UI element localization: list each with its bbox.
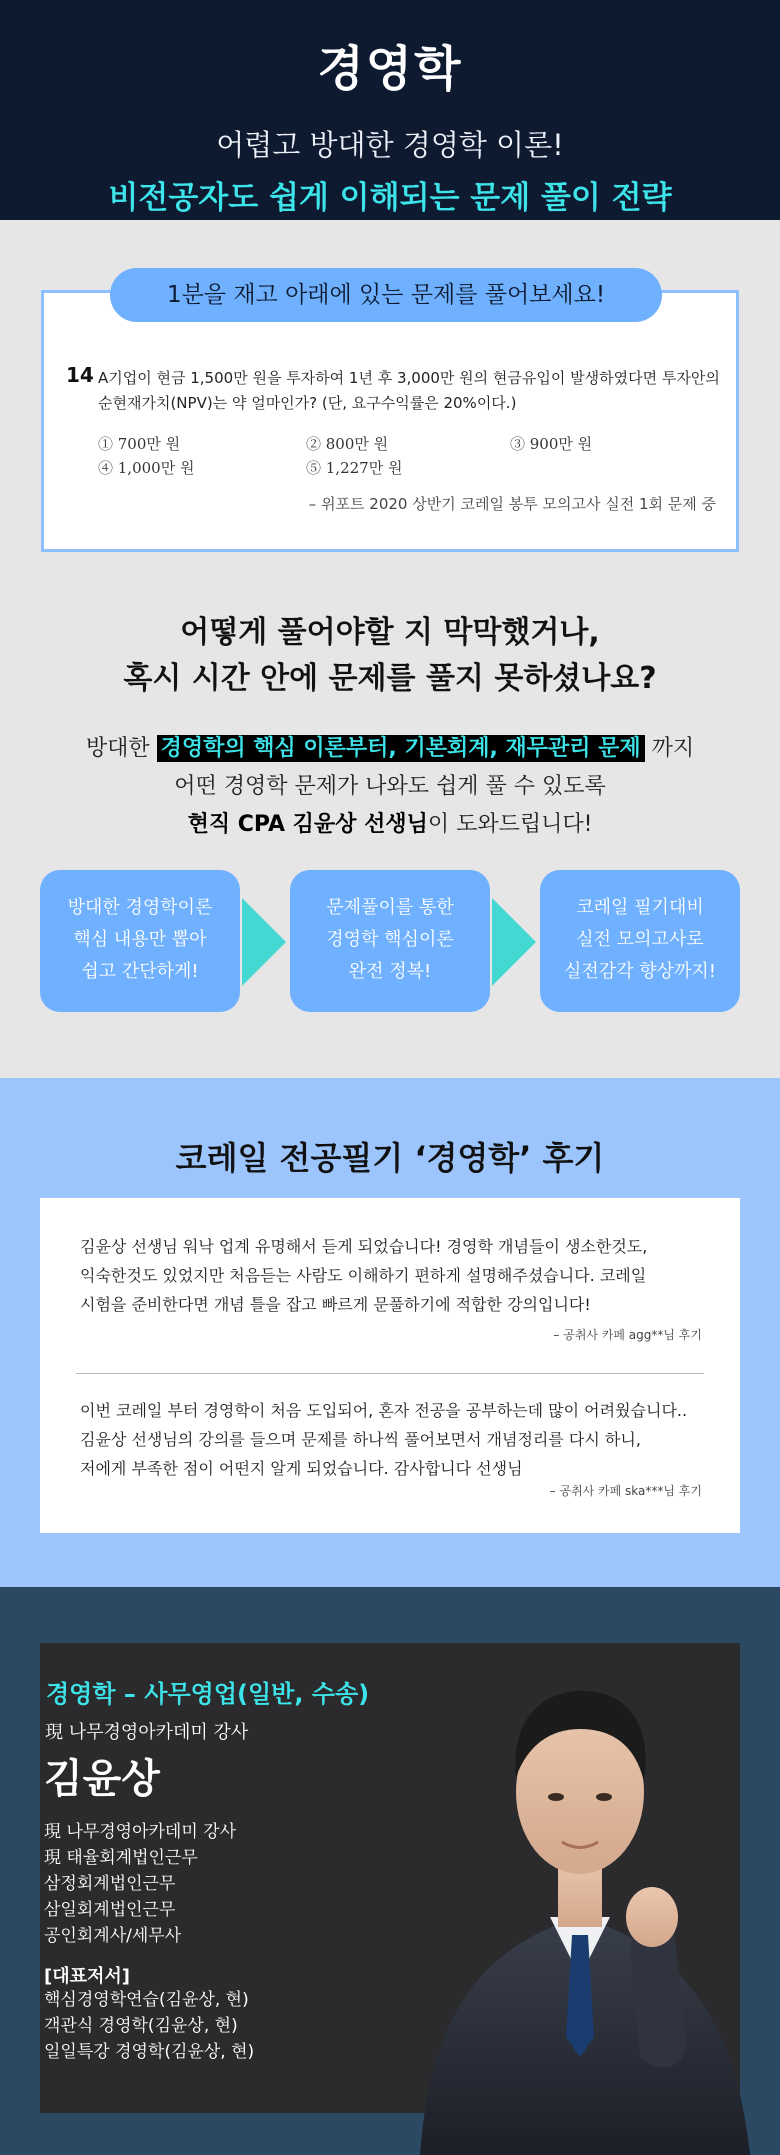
step-2-line-2: 경영학 핵심이론 [326,929,454,950]
step-3-line-3: 실전감각 향상까지! [563,961,717,982]
books-list [44,1987,254,2065]
question-text: A기업이 현금 1,500만 원을 투자하여 1년 후 3,000만 원의 현금유입이 발생하였다면 투자안의 순현재가치(NPV)는 약 얼마인가? (단, 요구수익률은 20%이다.) [98,369,720,412]
step-card-1 [40,870,240,1012]
book-item: 일일특강 경영학(김윤상, 현) [44,2042,255,2062]
step-3-line-2: 실전 모의고사로 [576,929,704,950]
teacher-name: 현직 CPA 김윤상 선생님 [187,812,428,837]
review-2-line-2: 김윤상 선생님의 강의를 들으며 문제를 하나씩 풀어보면서 개념정리를 다시 하니, [80,1430,641,1449]
question-heading [0,610,780,702]
question-source: – 위포트 2020 상반기 코레일 봉투 모의고사 실전 1회 문제 중 [308,495,716,513]
review-1-text [80,1232,705,1319]
step-1-line-1: 방대한 경영학이론 [67,897,213,918]
career-item: 現 태율회계법인근무 [44,1848,198,1868]
description-line3 [0,806,780,844]
hero-highlight: 비전공자도 쉽게 이해되는 문제 풀이 전략 [108,180,672,216]
description-highlight: 경영학의 핵심 이론부터, 기본회계, 재무관리 문제 [157,735,645,762]
quiz-banner: 1분을 재고 아래에 있는 문제를 풀어보세요! [110,268,662,322]
step-2-line-1: 문제풀이를 통한 [326,897,454,918]
step-1-line-2: 핵심 내용만 뽑아 [73,929,207,950]
course-name: 경영학 – 사무영업(일반, 수송) [46,1680,370,1708]
review-2-line-3: 저에게 부족한 점이 어떤지 알게 되었습니다. 감사합니다 선생님 [80,1459,523,1478]
hero-subtitle: 어렵고 방대한 경영학 이론! [216,128,564,162]
question-number: 14 [66,363,94,387]
review-1-line-1: 김윤상 선생님 워낙 업계 유명해서 듣게 되었습니다! 경영학 개념들이 생소한것도, [80,1237,648,1256]
option-4: ④ 1,000만 원 [98,459,195,477]
description-post: 까지 [651,736,695,761]
course-description [0,730,780,844]
option-5: ⑤ 1,227만 원 [306,459,403,477]
instructor-name: 김윤상 [44,1756,160,1802]
divider [76,1373,704,1374]
question-heading-line2: 혹시 시간 안에 문제를 풀지 못하셨나요? [123,661,657,696]
instructor-photo [390,1617,780,2155]
page-title: 경영학 [317,41,463,97]
career-item: 現 나무경영아카데미 강사 [44,1822,237,1842]
step-3-line-1: 코레일 필기대비 [576,897,704,918]
review-2-text [80,1396,705,1483]
instructor-current-position: 現 나무경영아카데미 강사 [45,1722,249,1743]
book-item: 객관식 경영학(김윤상, 현) [44,2016,238,2036]
hero-banner [0,0,780,220]
career-list [44,1819,236,1949]
question-heading-line1: 어떻게 풀어야할 지 막막했거나, [180,615,600,650]
career-item: 삼일회계법인근무 [44,1900,176,1920]
book-item: 핵심경영학연습(김윤상, 현) [44,1990,249,2010]
review-2-author: – 공취사 카페 ska***님 후기 [549,1484,702,1498]
career-item: 삼정회계법인근무 [44,1874,176,1894]
review-1-author: – 공취사 카페 agg**님 후기 [553,1328,702,1342]
review-card [40,1198,740,1533]
review-1-line-3: 시험을 준비한다면 개념 틀을 잡고 빠르게 문풀하기에 적합한 강의입니다! [80,1295,591,1314]
review-1-line-2: 익숙한것도 있었지만 처음듣는 사람도 이해하기 편하게 설명해주셨습니다. 코레일 [80,1266,647,1285]
description-line1 [0,730,780,768]
arrow-icon [242,898,286,986]
review-section [0,1078,780,1587]
review-2-line-1: 이번 코레일 부터 경영학이 처음 도입되어, 혼자 전공을 공부하는데 많이 어려웠습니다.. [80,1401,688,1420]
description-line2: 어떤 경영학 문제가 나와도 쉽게 풀 수 있도록 [174,774,606,799]
career-item: 공인회계사/세무사 [44,1926,182,1946]
option-3: ③ 900만 원 [510,435,593,453]
books-heading: [대표저서] [44,1966,131,1987]
step-1-line-3: 쉽고 간단하게! [81,961,199,982]
description-line3-tail: 이 도와드립니다! [427,812,593,837]
quiz-box [41,290,739,552]
step-card-2 [290,870,490,1012]
arrow-icon [492,898,536,986]
quiz-section [0,220,780,1078]
instructor-profile [0,1587,780,2155]
option-2: ② 800만 원 [306,435,389,453]
step-2-line-3: 완전 정복! [348,961,432,982]
description-pre: 방대한 [85,736,150,761]
step-card-3 [540,870,740,1012]
review-title: 코레일 전공필기 ‘경영학’ 후기 [175,1139,605,1177]
option-1: ① 700만 원 [98,435,181,453]
